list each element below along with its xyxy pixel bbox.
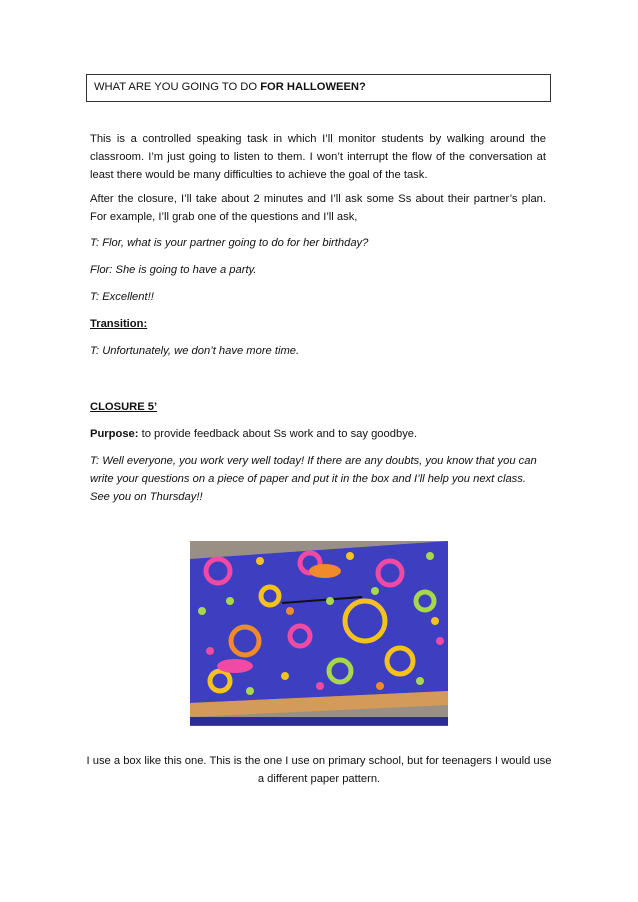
purpose-line bbox=[90, 425, 546, 443]
pattern-dot bbox=[376, 682, 384, 690]
pattern-dot bbox=[256, 557, 264, 565]
purpose-text: to provide feedback about Ss work and to say goodbye. bbox=[138, 428, 418, 440]
pattern-dot bbox=[326, 597, 334, 605]
purpose-label: Purpose: bbox=[90, 428, 139, 440]
pattern-dot bbox=[346, 552, 354, 560]
gift-box-photo bbox=[190, 541, 448, 726]
pattern-dot bbox=[226, 597, 234, 605]
pattern-dot bbox=[246, 687, 254, 695]
pattern-dot bbox=[281, 672, 289, 680]
pattern-dot bbox=[198, 607, 206, 615]
figure-caption: I use a box like this one. This is the one I use on primary school, but for teenagers I would use a different paper pattern. bbox=[86, 755, 552, 786]
pattern-dot bbox=[436, 637, 444, 645]
teacher-excellent: T: Excellent!! bbox=[90, 291, 154, 303]
closure-speech: T: Well everyone, you work very well today! If there are any doubts, you know that you can write your questions on a piece of paper and put it in the box and I’ll help you next class. See you on Thursday!! bbox=[90, 455, 537, 503]
pattern-dot bbox=[206, 647, 214, 655]
pattern-blob bbox=[217, 659, 253, 673]
box-bottom-edge bbox=[190, 717, 448, 725]
pattern-dot bbox=[371, 587, 379, 595]
pattern-dot bbox=[416, 677, 424, 685]
title-text: WHAT ARE YOU GOING TO DO bbox=[94, 81, 261, 93]
pattern-dot bbox=[426, 552, 434, 560]
title-box bbox=[86, 74, 551, 102]
student-answer: Flor: She is going to have a party. bbox=[90, 264, 257, 276]
title-bold-text: FOR HALLOWEEN? bbox=[260, 81, 366, 93]
after-closure-paragraph: After the closure, I’ll take about 2 minutes and I’ll ask some Ss about their partner’s plan. For example, I’ll grab one of the questions and I’ll ask, bbox=[90, 193, 546, 223]
closure-heading: CLOSURE 5’ bbox=[90, 401, 158, 413]
transition-heading: Transition: bbox=[90, 318, 148, 330]
teacher-question: T: Flor, what is your partner going to do for her birthday? bbox=[90, 237, 369, 249]
gift-box-illustration bbox=[190, 541, 448, 725]
pattern-dot bbox=[431, 617, 439, 625]
transition-line: T: Unfortunately, we don’t have more time. bbox=[90, 345, 300, 357]
pattern-dot bbox=[316, 682, 324, 690]
pattern-dot bbox=[286, 607, 294, 615]
pattern-blob bbox=[309, 564, 341, 578]
intro-paragraph: This is a controlled speaking task in which I’ll monitor students by walking around the classroom. I’m just going to listen to them. I won’t interrupt the flow of the conversation at least there would be many difficulties to achieve the goal of the task. bbox=[90, 133, 546, 181]
